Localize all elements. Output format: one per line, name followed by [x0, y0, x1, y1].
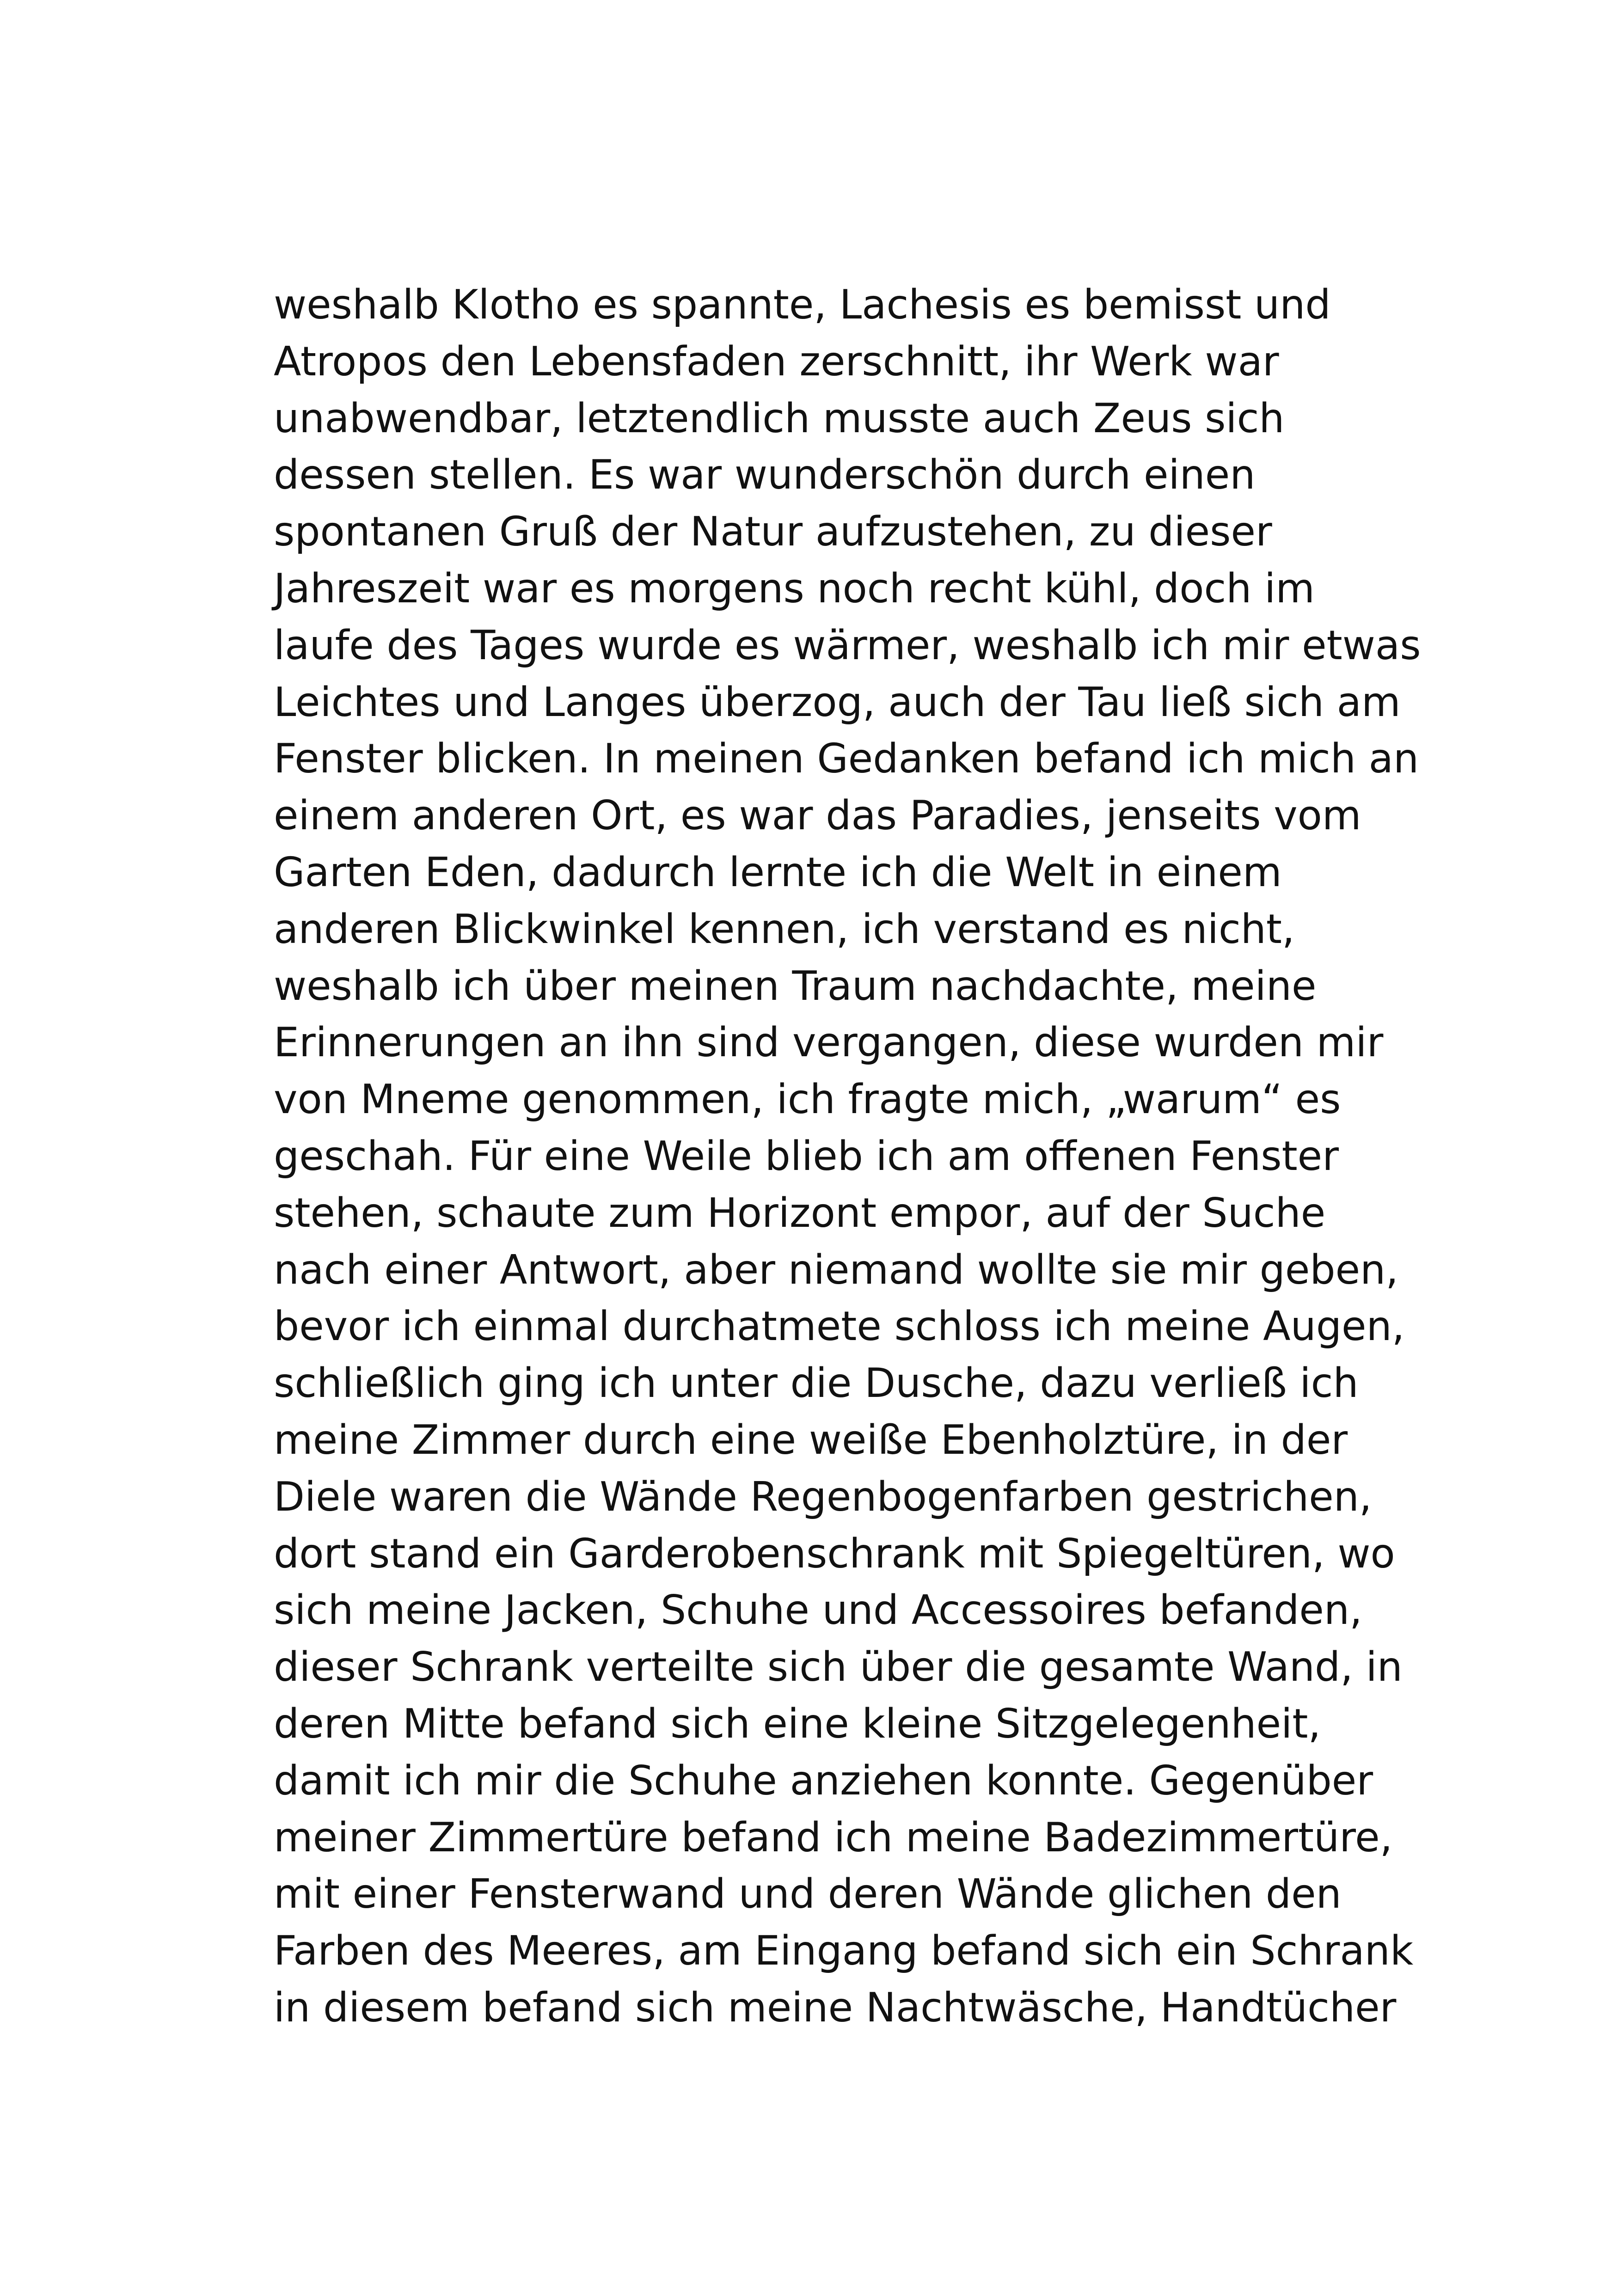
- body-text: [274, 276, 1421, 2036]
- text-line: Farben des Meeres, am Eingang befand sich ein Schrank: [274, 1927, 1414, 1975]
- text-line: mit einer Fensterwand und deren Wände glichen den: [274, 1870, 1342, 1918]
- text-line: meiner Zimmertüre befand ich meine Badezimmertüre,: [274, 1813, 1393, 1861]
- text-line: Fenster blicken. In meinen Gedanken befand ich mich an: [274, 735, 1419, 783]
- text-line: Jahreszeit war es morgens noch recht kühl, doch im: [274, 564, 1315, 612]
- text-line: einem anderen Ort, es war das Paradies, jenseits vom: [274, 792, 1361, 839]
- text-line: Atropos den Lebensfaden zerschnitt, ihr Werk war: [274, 337, 1279, 385]
- text-line: nach einer Antwort, aber niemand wollte sie mir geben,: [274, 1246, 1398, 1293]
- text-line: unabwendbar, letztendlich musste auch Zeus sich: [274, 394, 1285, 442]
- text-line: dort stand ein Garderobenschrank mit Spiegeltüren, wo: [274, 1530, 1395, 1577]
- text-line: laufe des Tages wurde es wärmer, weshalb ich mir etwas: [274, 621, 1421, 669]
- text-line: anderen Blickwinkel kennen, ich verstand es nicht,: [274, 905, 1295, 953]
- text-line: Garten Eden, dadurch lernte ich die Welt in einem: [274, 848, 1282, 896]
- text-line: weshalb Klotho es spannte, Lachesis es bemisst und: [274, 281, 1331, 328]
- text-line: schließlich ging ich unter die Dusche, dazu verließ ich: [274, 1359, 1359, 1407]
- text-line: dessen stellen. Es war wunderschön durch einen: [274, 451, 1256, 499]
- text-line: bevor ich einmal durchatmete schloss ich meine Augen,: [274, 1303, 1405, 1350]
- text-line: meine Zimmer durch eine weiße Ebenholztüre, in der: [274, 1416, 1348, 1463]
- text-line: dieser Schrank verteilte sich über die gesamte Wand, in: [274, 1643, 1403, 1691]
- text-line: weshalb ich über meinen Traum nachdachte, meine: [274, 962, 1317, 1010]
- text-line: geschah. Für eine Weile blieb ich am offenen Fenster: [274, 1132, 1339, 1180]
- text-line: von Mneme genommen, ich fragte mich, „warum“ es: [274, 1076, 1341, 1123]
- text-line: Erinnerungen an ihn sind vergangen, diese wurden mir: [274, 1019, 1384, 1066]
- text-line: spontanen Gruß der Natur aufzustehen, zu dieser: [274, 508, 1272, 556]
- text-line: stehen, schaute zum Horizont empor, auf der Suche: [274, 1189, 1326, 1237]
- text-line: in diesem befand sich meine Nachtwäsche, Handtücher: [274, 1984, 1397, 2031]
- text-line: damit ich mir die Schuhe anziehen konnte. Gegenüber: [274, 1757, 1373, 1804]
- text-line: sich meine Jacken, Schuhe und Accessoires befanden,: [274, 1586, 1362, 1634]
- text-line: deren Mitte befand sich eine kleine Sitzgelegenheit,: [274, 1700, 1321, 1747]
- text-line: Diele waren die Wände Regenbogenfarben gestrichen,: [274, 1473, 1372, 1520]
- text-line: Leichtes und Langes überzog, auch der Tau ließ sich am: [274, 678, 1401, 726]
